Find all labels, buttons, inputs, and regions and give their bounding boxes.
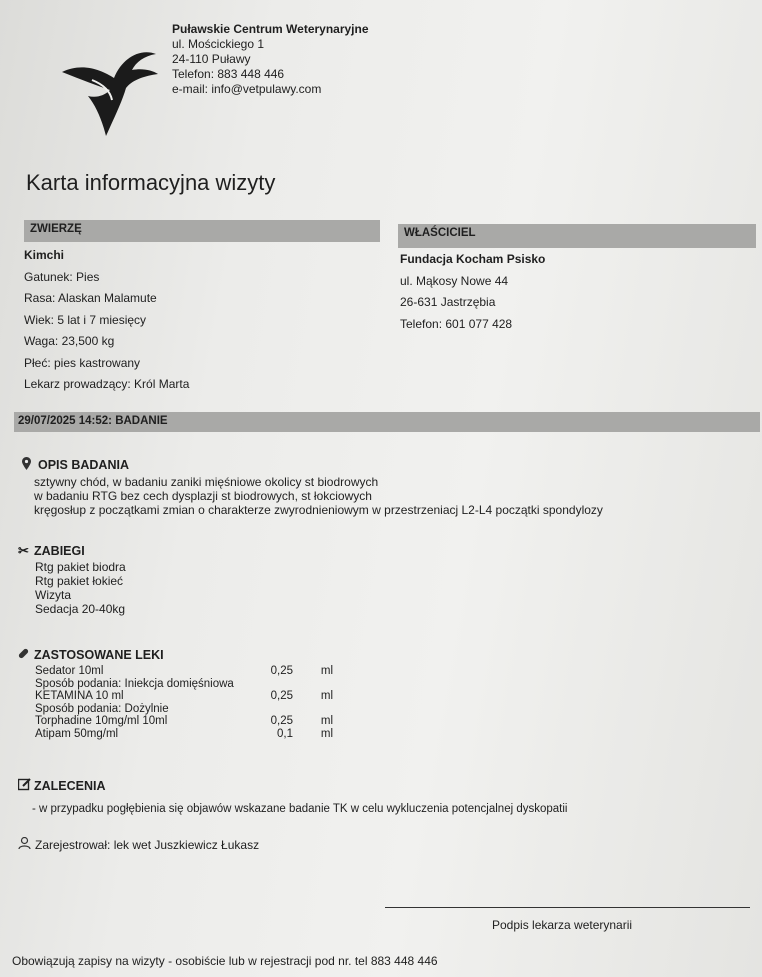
- owner-section-header: WŁAŚCICIEL: [398, 224, 756, 248]
- animal-info: [24, 248, 189, 399]
- clinic-street: ul. Mościckiego 1: [172, 37, 265, 51]
- table-row: [35, 689, 333, 702]
- animal-sex: Płeć: pies kastrowany: [24, 355, 141, 370]
- drug-unit: [293, 677, 333, 690]
- clinic-email: e-mail: info@vetpulawy.com: [172, 82, 322, 96]
- animal-weight: Waga: 23,500 kg: [24, 334, 115, 348]
- drug-qty: 0,1: [277, 727, 293, 740]
- pill-icon: [18, 648, 30, 662]
- drug-name: KETAMINA 10 ml: [35, 690, 124, 702]
- list-item: Rtg pakiet biodra: [35, 560, 126, 574]
- medical-tools-icon: ✂: [18, 543, 29, 558]
- opis-lines: [22, 475, 752, 517]
- drug-qty: [245, 677, 293, 690]
- table-row: [35, 727, 333, 740]
- registered-by: [18, 837, 259, 852]
- zalecenia-header-label: ZALECENIA: [34, 779, 106, 793]
- owner-phone: Telefon: 601 077 428: [400, 316, 513, 331]
- animal-breed: Rasa: Alaskan Malamute: [24, 291, 157, 305]
- edit-icon: [18, 778, 30, 794]
- zalecenia-header: [18, 778, 748, 794]
- user-icon: [18, 837, 31, 852]
- list-item: Wizyta: [35, 588, 71, 602]
- clinic-phone: Telefon: 883 448 446: [172, 67, 285, 81]
- document-title: Karta informacyjna wizyty: [26, 170, 276, 195]
- list-item: Sedacja 20-40kg: [35, 602, 126, 616]
- drug-unit: ml: [320, 690, 333, 702]
- footer-note: Obowiązują zapisy na wizyty - osobiście lub w rejestracji pod nr. tel 883 448 446: [12, 954, 438, 968]
- registered-by-text: Zarejestrował: lek wet Juszkiewicz Łukasz: [35, 837, 260, 852]
- drug-qty: [245, 702, 293, 715]
- zabiegi-header: [18, 544, 126, 558]
- drug-unit: ml: [320, 715, 333, 727]
- drug-name: Sposób podania: Dożylnie: [35, 702, 169, 715]
- animal-species: Gatunek: Pies: [24, 269, 100, 284]
- drug-qty: 0,25: [270, 715, 293, 727]
- table-row: [35, 664, 333, 677]
- leki-table: [18, 664, 333, 739]
- clinic-name: Puławskie Centrum Weterynaryjne: [172, 22, 369, 36]
- drug-name: Torphadine 10mg/ml 10ml: [35, 715, 168, 727]
- drug-qty: 0,25: [270, 665, 293, 677]
- animal-age: Wiek: 5 lat i 7 miesięcy: [24, 312, 147, 327]
- drug-unit: ml: [320, 727, 333, 740]
- opis-line: sztywny chód, w badaniu zaniki mięśniowe okolicy st biodrowych: [34, 475, 379, 489]
- opis-header: [22, 457, 752, 473]
- table-row: [35, 714, 333, 727]
- opis-section: [22, 457, 752, 517]
- opis-header-label: OPIS BADANIA: [38, 458, 129, 472]
- list-item: Rtg pakiet łokieć: [35, 574, 124, 588]
- clinic-city: 24-110 Puławy: [172, 52, 251, 66]
- leki-header: [18, 648, 333, 662]
- drug-name: Sedator 10ml: [35, 665, 104, 677]
- owner-info: [400, 252, 545, 338]
- owner-name: Fundacja Kocham Psisko: [400, 252, 546, 266]
- zalecenia-text: - w przypadku pogłębienia się objawów wskazane badanie TK w celu wykluczenia potencjalnej dyskopatii: [32, 803, 568, 815]
- table-row: [35, 702, 333, 715]
- drug-unit: ml: [320, 665, 333, 677]
- signature-line: [385, 907, 750, 908]
- owner-city: 26-631 Jastrzębia: [400, 295, 496, 309]
- owner-street: ul. Mąkosy Nowe 44: [400, 273, 509, 288]
- animal-name: Kimchi: [24, 248, 65, 262]
- clinic-logo-icon: [52, 40, 162, 140]
- zabiegi-section: [18, 544, 126, 616]
- drug-qty: 0,25: [270, 690, 293, 702]
- zabiegi-header-label: ZABIEGI: [34, 544, 85, 558]
- drug-name: Atipam 50mg/ml: [35, 727, 119, 740]
- signature-label: Podpis lekarza weterynarii: [492, 918, 633, 932]
- drug-name: Sposób podania: Iniekcja domięśniowa: [35, 677, 234, 690]
- visit-header: 29/07/2025 14:52: BADANIE: [14, 412, 760, 432]
- leki-header-label: ZASTOSOWANE LEKI: [34, 648, 164, 662]
- pin-icon: [22, 457, 34, 473]
- opis-line: kręgosłup z początkami zmian o charakterze zwyrodnieniowym w przestrzeniacj L2-L4 początki spondylozy: [34, 503, 603, 517]
- animal-doctor: Lekarz prowadzący: Król Marta: [24, 377, 190, 391]
- clinic-info: [172, 22, 369, 97]
- drug-unit: [293, 702, 333, 715]
- opis-line: w badaniu RTG bez cech dysplazji st biodrowych, st łokciowych: [34, 489, 372, 503]
- leki-section: [18, 648, 333, 739]
- zabiegi-list: [18, 560, 126, 616]
- table-row: [35, 677, 333, 690]
- zalecenia-section: [18, 778, 748, 816]
- animal-section-header: ZWIERZĘ: [24, 220, 380, 242]
